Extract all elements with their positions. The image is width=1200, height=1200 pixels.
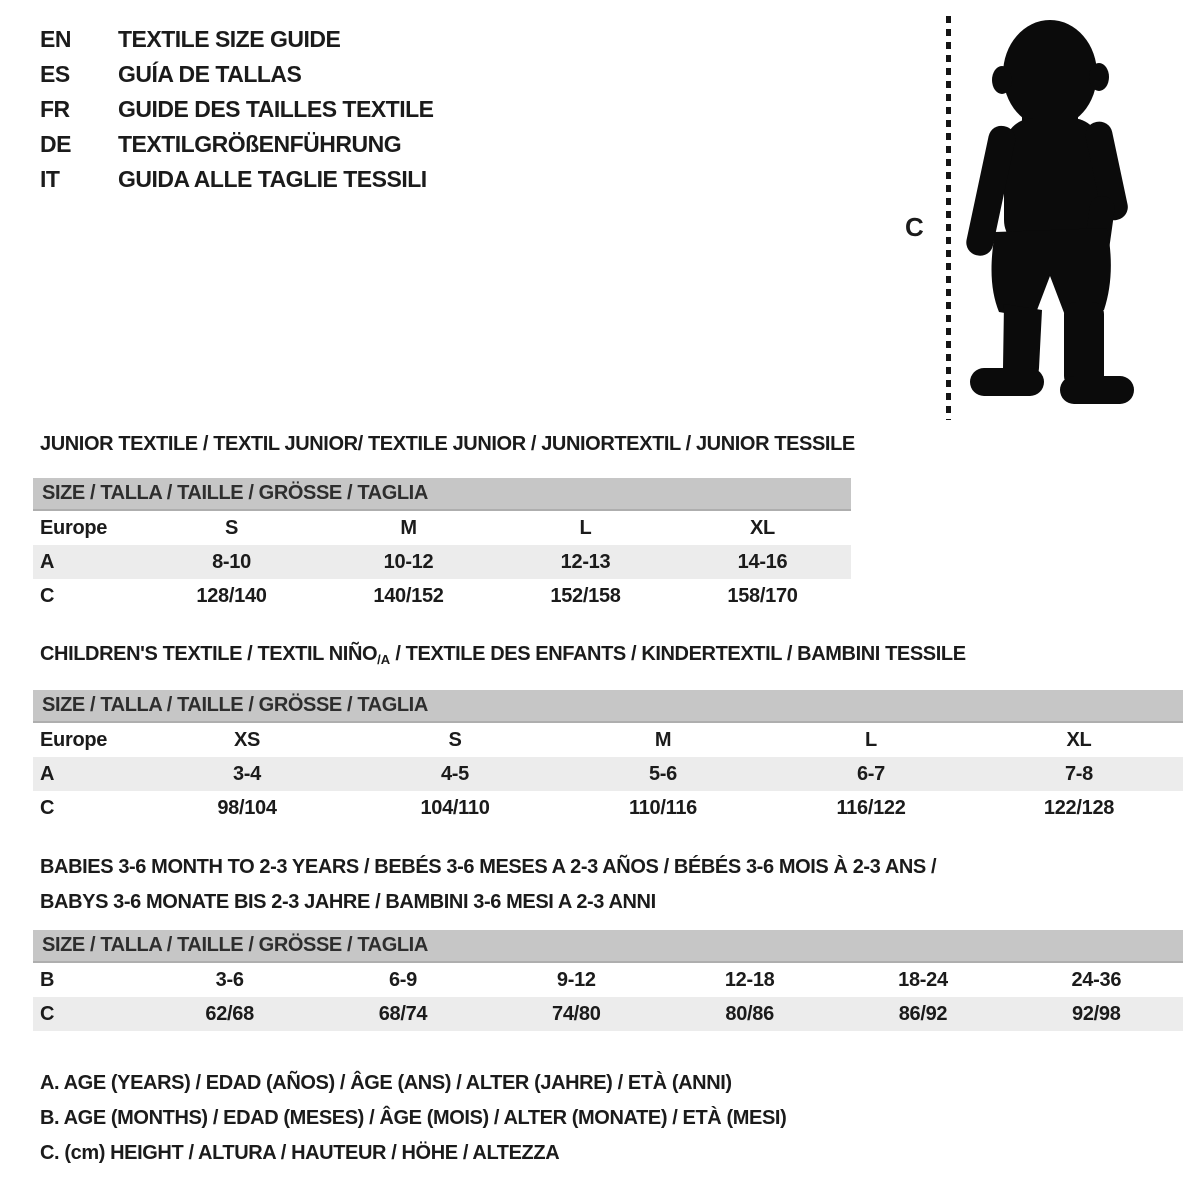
measurement-legend xyxy=(40,1066,786,1171)
size-cell: 5-6 xyxy=(648,762,677,785)
language-code: FR xyxy=(40,96,70,122)
guide-title: GUIDE DES TAILLES TEXTILE xyxy=(118,96,434,122)
size-cell: 3-6 xyxy=(215,968,244,991)
size-cell: 4-5 xyxy=(440,762,469,785)
row-label: Europe xyxy=(40,728,108,751)
size-cell: 98/104 xyxy=(217,796,277,819)
babies-section-title-line1: BABIES 3-6 MONTH TO 2-3 YEARS / BEBÉS 3-6 MESES A 2-3 AÑOS / BÉBÉS 3-6 MOIS À 2-3 ANS / xyxy=(40,856,937,878)
size-cell: XL xyxy=(1066,728,1092,751)
size-header-band: SIZE / TALLA / TAILLE / GRÖSSE / TAGLIA xyxy=(33,690,1183,723)
size-cell: 18-24 xyxy=(898,968,948,991)
children-title-suffix: / TEXTILE DES ENFANTS / KINDERTEXTIL / BAMBINI TESSILE xyxy=(390,643,966,665)
table-row xyxy=(33,757,1183,791)
children-size-table xyxy=(33,690,1183,825)
size-cell: M xyxy=(400,516,417,539)
toddler-silhouette-icon xyxy=(962,16,1140,420)
guide-title: TEXTILE SIZE GUIDE xyxy=(118,26,341,52)
size-cell: M xyxy=(654,728,672,751)
size-cell: 12-18 xyxy=(724,968,775,991)
language-row xyxy=(40,162,434,197)
language-row xyxy=(40,127,434,162)
size-cell: 3-4 xyxy=(232,762,261,785)
size-cell: 122/128 xyxy=(1043,796,1115,819)
size-cell: 128/140 xyxy=(196,584,267,607)
size-cell: 6-7 xyxy=(856,762,885,785)
size-cell: 74/80 xyxy=(552,1002,601,1025)
row-label: C xyxy=(40,1002,55,1025)
table-row xyxy=(33,963,1183,997)
table-row xyxy=(33,511,851,545)
size-cell: 68/74 xyxy=(378,1002,428,1025)
guide-title: GUÍA DE TALLAS xyxy=(118,61,302,87)
height-dashed-line xyxy=(946,16,951,420)
size-cell: 92/98 xyxy=(1072,1002,1121,1025)
row-label: A xyxy=(40,762,55,785)
size-cell: 6-9 xyxy=(388,968,417,991)
size-cell: 116/122 xyxy=(836,796,906,819)
table-row xyxy=(33,579,851,613)
size-header-band: SIZE / TALLA / TAILLE / GRÖSSE / TAGLIA xyxy=(33,930,1183,963)
babies-size-table xyxy=(33,930,1183,1031)
table-row xyxy=(33,997,1183,1031)
size-cell: XS xyxy=(233,728,261,751)
size-cell: 158/170 xyxy=(727,584,798,607)
table-row xyxy=(33,545,851,579)
junior-section-title: JUNIOR TEXTILE / TEXTIL JUNIOR/ TEXTILE JUNIOR / JUNIORTEXTIL / JUNIOR TESSILE xyxy=(40,433,855,455)
legend-line-a: A. AGE (YEARS) / EDAD (AÑOS) / ÂGE (ANS) / ALTER (JAHRE) / ETÀ (ANNI) xyxy=(40,1072,732,1094)
guide-title: TEXTILGRÖßENFÜHRUNG xyxy=(118,131,402,157)
language-code: IT xyxy=(40,166,60,192)
language-code: EN xyxy=(40,26,71,52)
row-label: C xyxy=(40,796,55,819)
size-cell: 152/158 xyxy=(550,584,621,607)
size-cell: 110/116 xyxy=(629,796,697,819)
babies-section-title-line2: BABYS 3-6 MONATE BIS 2-3 JAHRE / BAMBINI 3-6 MESI A 2-3 ANNI xyxy=(40,891,656,913)
language-code: ES xyxy=(40,61,70,87)
size-cell: 24-36 xyxy=(1071,968,1122,991)
row-label: A xyxy=(40,550,55,573)
language-title-list xyxy=(40,22,434,197)
size-cell: 9-12 xyxy=(556,968,596,991)
size-cell: L xyxy=(865,728,877,751)
size-cell: XL xyxy=(750,516,775,539)
size-cell: 7-8 xyxy=(1064,762,1093,785)
language-row xyxy=(40,57,434,92)
size-cell: 62/68 xyxy=(205,1002,254,1025)
children-section-title xyxy=(40,643,966,667)
junior-size-table xyxy=(33,478,851,613)
children-title-subscript: /A xyxy=(377,652,391,667)
size-cell: 80/86 xyxy=(725,1002,774,1025)
size-cell: L xyxy=(579,516,592,539)
legend-line-b: B. AGE (MONTHS) / EDAD (MESES) / ÂGE (MOIS) / ALTER (MONATE) / ETÀ (MESI) xyxy=(40,1107,787,1129)
language-row xyxy=(40,92,434,127)
row-label: Europe xyxy=(40,516,108,539)
size-cell: 14-16 xyxy=(737,550,788,573)
size-cell: 104/110 xyxy=(420,796,490,819)
size-cell: 140/152 xyxy=(373,584,444,607)
row-label: B xyxy=(40,968,55,991)
size-cell: S xyxy=(224,516,239,539)
guide-title: GUIDA ALLE TAGLIE TESSILI xyxy=(118,166,427,192)
table-row xyxy=(33,791,1183,825)
size-header-band: SIZE / TALLA / TAILLE / GRÖSSE / TAGLIA xyxy=(33,478,851,511)
height-measure-label: C xyxy=(905,212,924,242)
size-cell: 8-10 xyxy=(212,550,251,573)
table-row xyxy=(33,723,1183,757)
children-title-prefix: CHILDREN'S TEXTILE / TEXTIL NIÑO xyxy=(40,643,378,665)
language-row xyxy=(40,22,434,57)
size-cell: S xyxy=(448,728,462,751)
language-code: DE xyxy=(40,131,71,157)
size-cell: 10-12 xyxy=(383,550,434,573)
size-cell: 12-13 xyxy=(560,550,611,573)
legend-line-c: C. (cm) HEIGHT / ALTURA / HAUTEUR / HÖHE / ALTEZZA xyxy=(40,1142,560,1164)
row-label: C xyxy=(40,584,55,607)
size-cell: 86/92 xyxy=(898,1002,948,1025)
